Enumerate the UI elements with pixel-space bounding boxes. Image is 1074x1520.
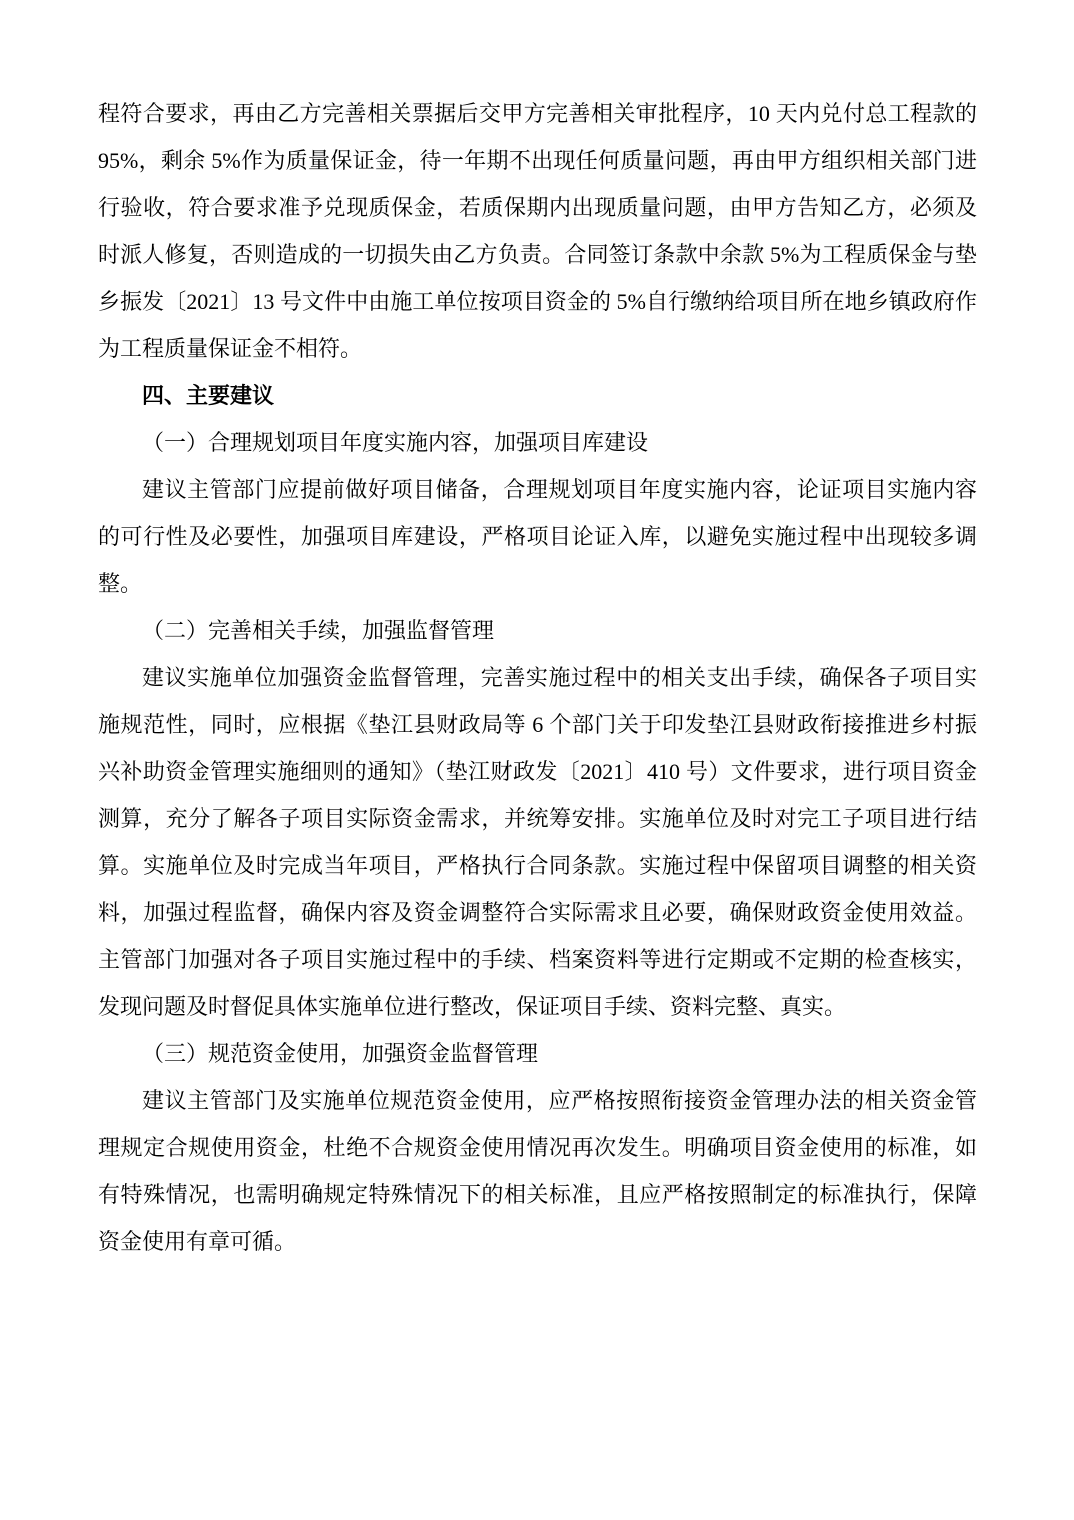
body-paragraph: 建议实施单位加强资金监督管理，完善实施过程中的相关支出手续，确保各子项目实施规范性，同时，应根据《垫江县财政局等 6 个部门关于印发垫江县财政衔接推进乡村振兴补助资金管理实施细则的通知》（垫江财政发〔2021〕410 号）文件要求，进行项目资金测算，充分了解各子项目实际资金需求，并统筹安排。实施单位及时对完工子项目进行结算。实施单位及时完成当年项目，严格执行合同条款。实施过程中保留项目调整的相关资料，加强过程监督，确保内容及资金调整符合实际需求且必要，确保财政资金使用效益。主管部门加强对各子项目实施过程中的手续、档案资料等进行定期或不定期的检查核实，发现问题及时督促具体实施单位进行整改，保证项目手续、资料完整、真实。 bbox=[98, 665, 977, 1019]
body-paragraph: 程符合要求，再由乙方完善相关票据后交甲方完善相关审批程序，10 天内兑付总工程款的 95%，剩余 5%作为质量保证金，待一年期不出现任何质量问题，再由甲方组织相关部门进行验收，符合要求准予兑现质保金，若质保期内出现质量问题，由甲方告知乙方，必须及时派人修复，否则造成的一切损失由乙方负责。合同签订条款中余款 5%为工程质保金与垫乡振发〔2021〕13 号文件中由施工单位按项目资金的 5%自行缴纳给项目所在地乡镇政府作为工程质量保证金不相符。 bbox=[98, 101, 977, 361]
subsection-heading: （二）完善相关手续，加强监督管理 bbox=[142, 618, 495, 643]
subsection-heading: （一）合理规划项目年度实施内容，加强项目库建设 bbox=[142, 430, 649, 455]
body-paragraph: 建议主管部门及实施单位规范资金使用，应严格按照衔接资金管理办法的相关资金管理规定合规使用资金，杜绝不合规资金使用情况再次发生。明确项目资金使用的标准，如有特殊情况，也需明确规定特殊情况下的相关标准，且应严格按照制定的标准执行，保障资金使用有章可循。 bbox=[98, 1088, 977, 1254]
document-body bbox=[98, 90, 977, 1265]
section-heading: 四、主要建议 bbox=[142, 383, 275, 408]
body-paragraph: 建议主管部门应提前做好项目储备，合理规划项目年度实施内容，论证项目实施内容的可行性及必要性，加强项目库建设，严格项目论证入库，以避免实施过程中出现较多调整。 bbox=[98, 477, 977, 596]
subsection-heading: （三）规范资金使用，加强资金监督管理 bbox=[142, 1041, 539, 1066]
